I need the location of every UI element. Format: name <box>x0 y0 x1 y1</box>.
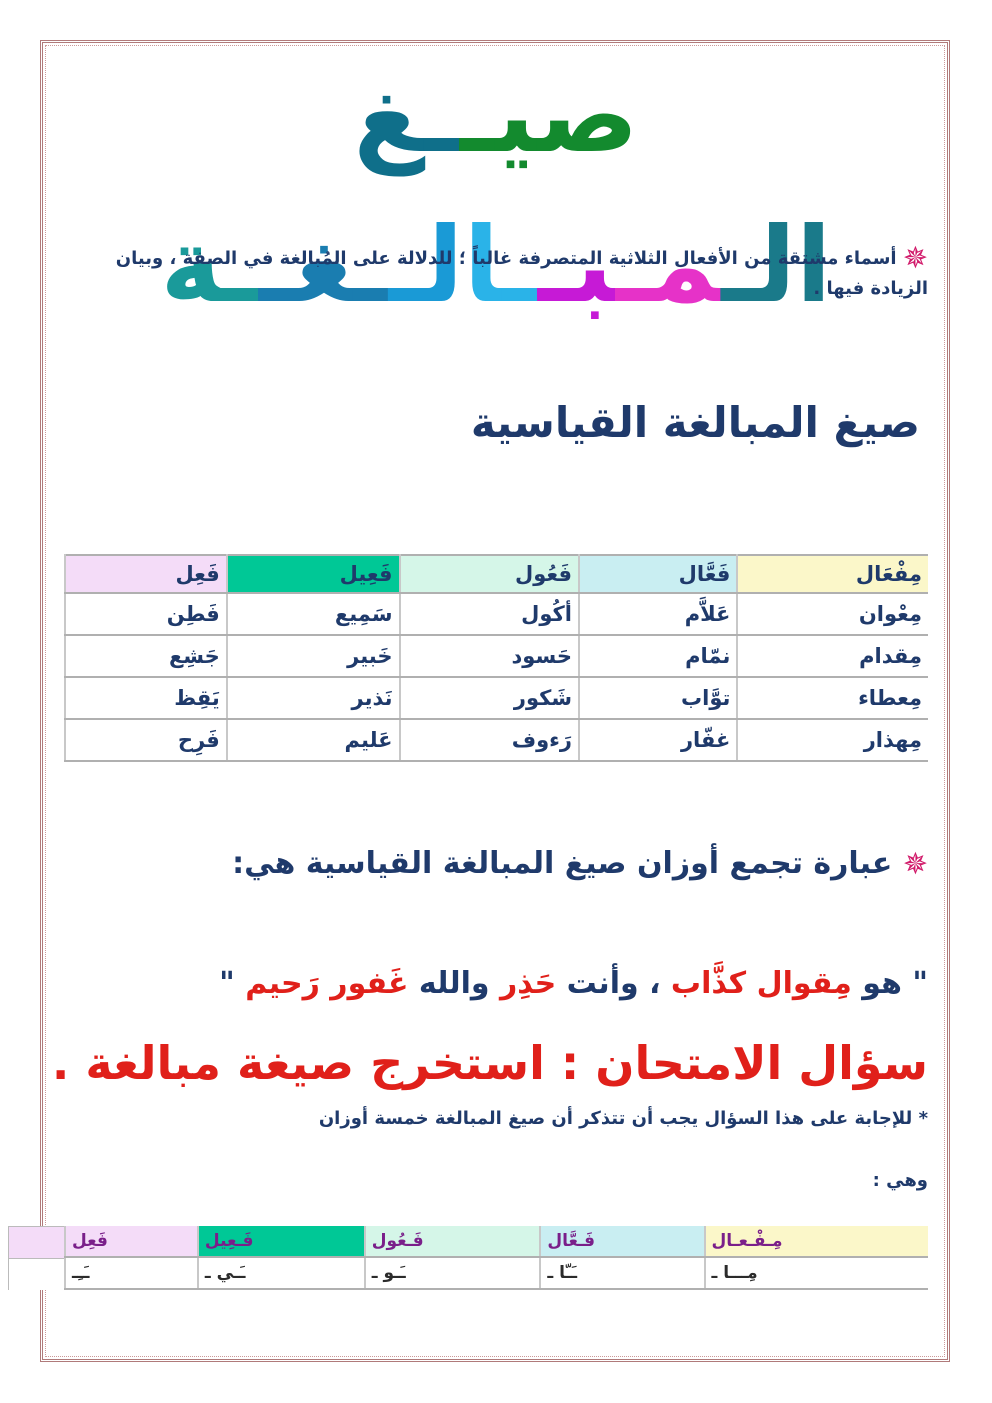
table-cell: أكُول <box>400 593 579 635</box>
header-cell: فَـعُول <box>365 1226 541 1257</box>
header-cell: مِـفْـعـال <box>705 1226 928 1257</box>
pattern-cell: ـَـو ـ <box>365 1257 541 1289</box>
title-letter: صيـ <box>460 54 639 176</box>
table-cell: عَليم <box>227 719 400 761</box>
title-letter: ـا <box>463 204 539 326</box>
pattern-cell: ـَـّا ـ <box>540 1257 704 1289</box>
table-cell: توَّاب <box>579 677 737 719</box>
title-letter: الـ <box>721 204 832 326</box>
table-row <box>65 1257 928 1289</box>
forms-table-header <box>65 555 928 593</box>
header-cell: فَعِل <box>65 555 227 593</box>
table-cell: عَلاَّم <box>579 593 737 635</box>
title-letter: ـة <box>160 204 260 326</box>
title-letter: ـغـ <box>259 204 389 326</box>
header-cell: فَـعَّال <box>540 1226 704 1257</box>
mnemonic-heading <box>232 846 928 882</box>
mnemonic-quote <box>219 966 928 1001</box>
table-cell: مِقدام <box>737 635 928 677</box>
header-cell: فَعِل <box>65 1226 198 1257</box>
exam-question: سؤال الامتحان : استخرج صيغة مبالغة . <box>51 1036 928 1090</box>
title-letter: بـ <box>538 204 617 326</box>
table-cell: مِعْوان <box>737 593 928 635</box>
pattern-cell: ـَـِـ <box>65 1257 198 1289</box>
table-cell: نمّام <box>579 635 737 677</box>
header-cell: مِفْعَال <box>737 555 928 593</box>
mnemonic-heading-text: عبارة تجمع أوزان صيغ المبالغة القياسية هي: <box>232 846 893 881</box>
forms-table <box>64 554 928 762</box>
title-letter: لـ <box>388 204 464 326</box>
table-fragment <box>8 1226 64 1290</box>
table-cell: سَمِيع <box>227 593 400 635</box>
title-letter: ـغ <box>353 54 461 176</box>
patterns-table <box>64 1226 928 1290</box>
pattern-cell: مِـــا ـ <box>705 1257 928 1289</box>
section-heading-standard-forms: صيغ المبالغة القياسية <box>470 398 920 447</box>
pattern-cell: ـَـي ـ <box>198 1257 365 1289</box>
quote-open: " <box>901 966 928 1001</box>
star-icon: ✵ <box>902 847 928 882</box>
header-cell: فَـعِيل <box>198 1226 365 1257</box>
table-cell: مِعطاء <box>737 677 928 719</box>
table-row <box>65 593 928 635</box>
header-cell: فَعُول <box>400 555 579 593</box>
table-cell: يَقِظ <box>65 677 227 719</box>
title-letter: مـ <box>616 204 722 326</box>
quote-close: " <box>219 966 246 1001</box>
intro-text: أسماء مشتقة من الأفعال الثلاثية المتصرفة غالباً ؛ للدلالة على المُبالغة في الصفة ، وبيان الزيادة فيها . <box>115 248 928 299</box>
table-cell: حَسود <box>400 635 579 677</box>
table-row <box>65 677 928 719</box>
table-cell: شَكور <box>400 677 579 719</box>
table-cell: نَذير <box>227 677 400 719</box>
header-cell: فَعِيل <box>227 555 400 593</box>
quote-highlight: حَذِر <box>500 966 557 1001</box>
quote-part: هو <box>851 966 902 1001</box>
table-cell: مِهذار <box>737 719 928 761</box>
table-cell: فَطِن <box>65 593 227 635</box>
quote-highlight: غَفور رَحيم <box>245 966 409 1001</box>
star-icon: ✵ <box>902 241 928 276</box>
note-text-continued: وهي : <box>872 1170 928 1191</box>
note-text: * للإجابة على هذا السؤال يجب أن تتذكر أن صيغ المبالغة خمسة أوزان <box>318 1108 928 1129</box>
quote-part: ، وأنت <box>556 966 671 1001</box>
table-cell: رَءوف <box>400 719 579 761</box>
table-row <box>65 719 928 761</box>
table-cell: فَرِح <box>65 719 227 761</box>
table-cell: جَشِع <box>65 635 227 677</box>
quote-highlight: مِقوال كذَّاب <box>670 966 852 1001</box>
table-cell: خَبير <box>227 635 400 677</box>
table-row <box>65 635 928 677</box>
patterns-table-header <box>65 1226 928 1257</box>
header-cell: فَعَّال <box>579 555 737 593</box>
quote-part: والله <box>408 966 500 1001</box>
table-cell: غفّار <box>579 719 737 761</box>
